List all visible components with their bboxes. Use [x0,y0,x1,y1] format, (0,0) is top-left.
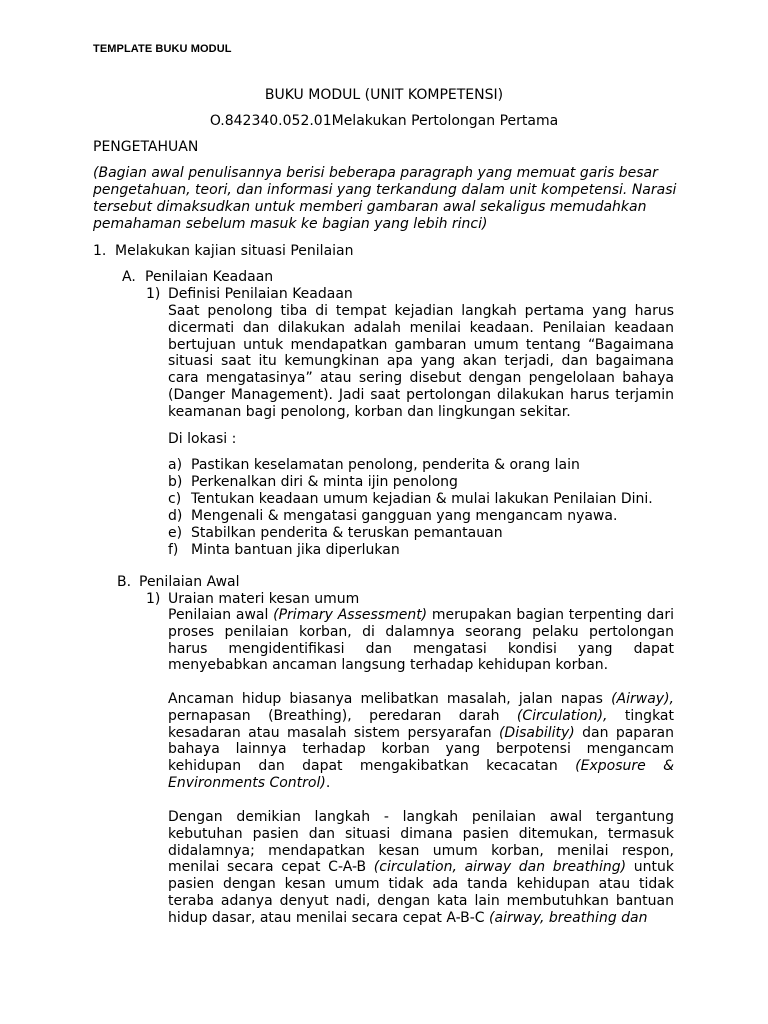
primary-assessment-paragraph: Penilaian awal (Primary Assessment) merupakan bagian terpenting dari proses penilaian korban, di dalamnya seorang pelaku pertolongan harus mengidentifikasi dan mengatasi kondisi yang dapat menyebabkan ancaman langsung terhadap kehidupan korban. [168,607,675,674]
section-b-sub-heading [146,591,360,607]
section-a-sub-heading [146,286,353,302]
penilaian-keadaan-paragraph: Saat penolong tiba di tempat kejadian langkah pertama yang harus dicermati dan dilakukan adalah menilai keadaan. Penilaian keadaan bertujuan untuk mendapatkan gambaran umum tentang “Bagaimana situasi saat itu kemungkinan apa yang akan terjadi, dan bagaimana cara mengatasinya” atau sering disebut dengan pengelolaan bahaya (Danger Management). Jadi saat pertolongan dilakukan harus terjamin keamanan bagi penolong, korban dan lingkungan sekitar. [168,303,674,420]
list-item: f) Minta bantuan jika diperlukan [168,542,400,558]
item-1 [93,243,354,259]
list-item: a) Pastikan keselamatan penolong, penderita & orang lain [168,457,580,473]
section-a-sub-label: Definisi Penilaian Keadaan [168,286,353,302]
item-1-label: Melakukan kajian situasi Penilaian [115,243,354,259]
list-item: b) Perkenalkan diri & minta ijin penolong [168,474,458,490]
list-item: c) Tentukan keadaan umum kejadian & mulai lakukan Penilaian Dini. [168,491,653,507]
section-label: PENGETAHUAN [93,139,199,155]
location-list [168,457,688,559]
section-a-label: Penilaian Keadaan [145,269,274,285]
item-1-marker: 1. [93,243,107,259]
section-a-sub-marker: 1) [146,286,161,302]
section-b-label: Penilaian Awal [139,574,240,590]
section-b-heading [117,574,240,590]
section-b-sub-label: Uraian materi kesan umum [168,591,360,607]
assessment-steps-paragraph: Dengan demikian langkah - langkah penilaian awal tergantung kebutuhan pasien dan situasi dimana pasien ditemukan, termasuk didalamnya; mendapatkan kesan umum korban, menilai respon, menilai secara cepat C-A-B (circulation, airway dan breathing) untuk pasien dengan kesan umum tidak ada tanda kehidupan atau tidak teraba adanya denyut nadi, dengan kata lain membutuhkan bantuan hidup dasar, atau menilai secara cepat A-B-C (airway, breathing dan [168,809,674,926]
location-label: Di lokasi : [168,431,237,447]
section-a-marker: A. [122,269,136,285]
template-header: TEMPLATE BUKU MODUL [93,43,232,55]
list-item: e) Stabilkan penderita & teruskan pemantauan [168,525,503,541]
intro-paragraph: (Bagian awal penulisannya berisi beberapa paragraph yang memuat garis besar pengetahuan, teori, dan informasi yang terkandung dalam unit kompetensi. Narasi tersebut dimaksudkan untuk memberi gambaran awal sekaligus memudahkan pemahaman sebelum masuk ke bagian yang lebih rinci) [93,165,677,232]
unit-title: O.842340.052.01Melakukan Pertolongan Pertama [209,113,559,129]
life-threat-paragraph: Ancaman hidup biasanya melibatkan masalah, jalan napas (Airway), pernapasan (Breathing), peredaran darah (Circulation), tingkat kesadaran atau masalah sistem persyarafan (Disability) dan paparan bahaya lainnya terhadap korban yang berpotensi mengancam kehidupan dan dapat mengakibatkan kecacatan (Exposure & Environments Control). [168,691,675,791]
section-b-sub-marker: 1) [146,591,161,607]
document-title: BUKU MODUL (UNIT KOMPETENSI) [264,87,504,103]
section-b-marker: B. [117,574,132,590]
list-item: d) Mengenali & mengatasi gangguan yang mengancam nyawa. [168,508,618,524]
section-a-heading [122,269,274,285]
